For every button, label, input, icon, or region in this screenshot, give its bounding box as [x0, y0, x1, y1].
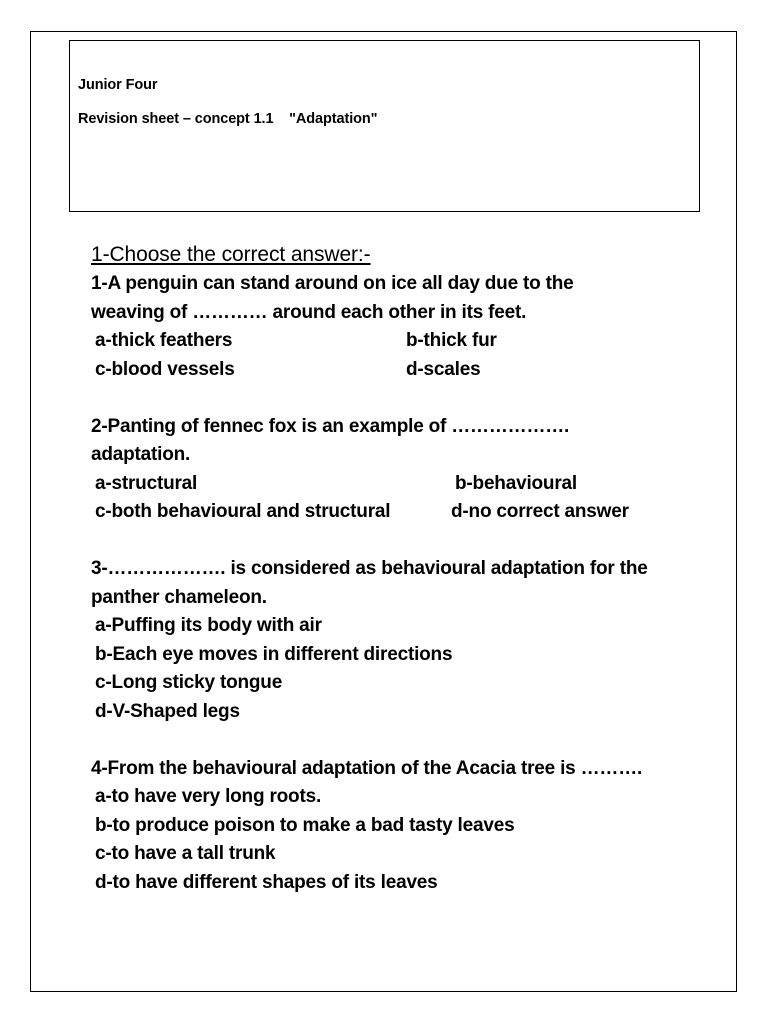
question-4 — [91, 755, 711, 898]
question-1-option-d: d-scales — [406, 358, 481, 380]
question-4-option-c: c-to have a tall trunk — [95, 843, 276, 864]
spacer — [91, 527, 711, 556]
spacer — [91, 384, 711, 413]
question-4-option-a: a-to have very long roots. — [95, 786, 322, 807]
question-3-option-c: c-Long sticky tongue — [95, 672, 283, 693]
question-1-options-row-1 — [91, 327, 711, 356]
question-2-text-line2: adaptation. — [91, 444, 191, 465]
question-4-option-b: b-to produce poison to make a bad tasty leaves — [95, 814, 515, 836]
question-1-option-c: c-blood vessels — [95, 358, 235, 380]
question-3-option-a: a-Puffing its body with air — [95, 615, 322, 636]
question-2 — [91, 413, 711, 527]
question-2-option-c: c-both behavioural and structural — [95, 501, 391, 522]
question-3-text-line1: 3-………………. is considered as behavioural adaptation for the — [91, 558, 648, 579]
grade-label: Junior Four — [78, 77, 158, 93]
question-2-option-d: d-no correct answer — [451, 501, 629, 522]
question-3-option-b: b-Each eye moves in different directions — [95, 643, 453, 665]
question-2-options-row-2 — [91, 498, 711, 527]
spacer — [91, 726, 711, 755]
worksheet-content — [91, 240, 711, 897]
question-3-text-line2: panther chameleon. — [91, 586, 267, 608]
question-1-text-line2: weaving of ………… around each other in its feet. — [91, 301, 527, 323]
question-2-option-b: b-behavioural — [455, 472, 577, 494]
question-1-option-a: a-thick feathers — [95, 330, 233, 351]
question-3 — [91, 555, 711, 726]
question-4-text-line1: 4-From the behavioural adaptation of the Acacia tree is ………. — [91, 757, 643, 779]
sheet-title: Revision sheet – concept 1.1 "Adaptation" — [78, 111, 378, 127]
question-3-option-d: d-V-Shaped legs — [95, 700, 240, 722]
question-4-option-d: d-to have different shapes of its leaves — [95, 871, 438, 893]
question-1-option-b: b-thick fur — [406, 330, 497, 351]
question-2-options-row-1 — [91, 470, 711, 499]
question-1-text-line1: 1-A penguin can stand around on ice all day due to the — [91, 273, 574, 294]
question-1 — [91, 270, 711, 384]
question-2-option-a: a-structural — [95, 472, 198, 494]
question-1-options-row-2 — [91, 356, 711, 385]
question-2-text-line1: 2-Panting of fennec fox is an example of ………………. — [91, 415, 570, 437]
section-title: 1-Choose the correct answer:- — [91, 243, 371, 266]
